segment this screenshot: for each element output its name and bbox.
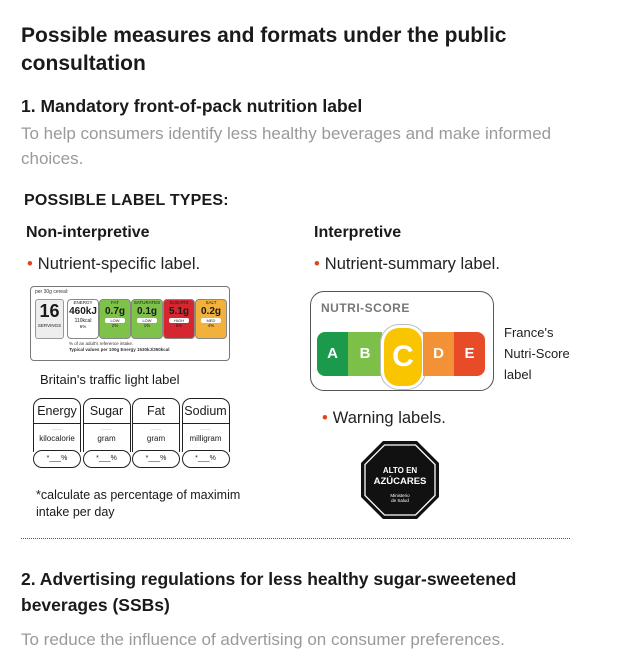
page-title: Possible measures and formats under the public consultation bbox=[21, 24, 507, 75]
servings-number: 16 bbox=[39, 301, 60, 321]
nutrition-label-footer bbox=[69, 341, 169, 353]
warning-octagon bbox=[360, 440, 440, 520]
nutrient-percent: 4% bbox=[207, 323, 215, 328]
nutrient-percent: 2% bbox=[111, 323, 119, 328]
nutrient-value: 0.1g bbox=[136, 306, 157, 317]
nutrient-box bbox=[99, 299, 131, 339]
nutrient-box bbox=[131, 299, 163, 339]
nutrition-footer-line-1: % of an adult's reference intake. bbox=[69, 341, 134, 346]
nutrient-percent: 6% bbox=[175, 323, 183, 328]
percentage-note: *calculate as percentage of maximim intake per day bbox=[36, 488, 241, 519]
nutrition-label-top-line: per 30g cereal: bbox=[35, 289, 69, 295]
nutrition-label bbox=[30, 286, 230, 361]
warning-line-1: ALTO EN bbox=[382, 466, 418, 475]
interpretive-heading: Interpretive bbox=[314, 224, 402, 241]
traffic-light-nutrient: Energy bbox=[33, 398, 81, 424]
traffic-light-percent: *___% bbox=[83, 450, 131, 468]
traffic-light-dash: -------- bbox=[150, 426, 162, 431]
warning-labels-bullet bbox=[322, 409, 446, 428]
nutrient-level: MED bbox=[201, 318, 221, 323]
octagon-icon bbox=[360, 440, 440, 520]
traffic-light-unit: kilocalorie bbox=[39, 434, 75, 443]
traffic-light-unit-cell bbox=[182, 424, 230, 452]
label-types-heading: POSSIBLE LABEL TYPES: bbox=[24, 192, 229, 209]
nutrient-title: ENERGY bbox=[73, 300, 93, 305]
nutrient-box bbox=[195, 299, 227, 339]
nutri-score-caption-line-3: label bbox=[504, 367, 532, 382]
nutrient-percent: 1% bbox=[143, 323, 151, 328]
nutrient-box bbox=[163, 299, 195, 339]
nutrient-summary-bullet bbox=[314, 255, 500, 274]
section-1-description: To help consumers identify less healthy beverages and make informed choices. bbox=[21, 124, 552, 168]
section-2-description: To reduce the influence of advertising on consumer preferences. bbox=[21, 630, 505, 649]
traffic-light-percent: *___% bbox=[33, 450, 81, 468]
traffic-light-percent: *___% bbox=[182, 450, 230, 468]
traffic-light-column bbox=[132, 398, 180, 468]
nutri-score-title: NUTRI-SCORE bbox=[321, 301, 410, 315]
section-1-heading: 1. Mandatory front-of-pack nutrition label bbox=[21, 96, 363, 116]
traffic-light-dash: -------- bbox=[200, 426, 211, 431]
nutri-score-caption-line-1: France's bbox=[504, 325, 554, 340]
nutrient-level: LOW bbox=[137, 318, 157, 323]
nutrient-title: SUGARS bbox=[169, 300, 189, 305]
bullet-dot-icon: • bbox=[27, 255, 33, 273]
traffic-light-unit-cell bbox=[132, 424, 180, 452]
bullet-dot-icon: • bbox=[322, 409, 328, 427]
traffic-light-unit-cell bbox=[33, 424, 81, 452]
traffic-light-column bbox=[83, 398, 131, 468]
nutri-score-grade: D bbox=[423, 332, 454, 376]
section-2-heading: 2. Advertising regulations for less healthy sugar-sweetened beverages (SSBs) bbox=[21, 569, 517, 615]
nutrient-title: SATURATES bbox=[133, 300, 161, 305]
traffic-light-percent: *___% bbox=[132, 450, 180, 468]
nutrition-footer-line-2: Typical values per 100g Energy 1530kJ/350kcal bbox=[69, 347, 170, 352]
section-divider bbox=[21, 538, 570, 539]
traffic-light-nutrient: Sodium bbox=[182, 398, 230, 424]
non-interpretive-heading: Non-interpretive bbox=[26, 224, 150, 241]
traffic-light-label bbox=[33, 398, 231, 470]
warning-line-3: Ministerio bbox=[390, 493, 410, 498]
bullet-text: Nutrient-specific label. bbox=[37, 255, 201, 273]
traffic-light-dash: -------- bbox=[51, 426, 63, 431]
bullet-text: Warning labels. bbox=[332, 409, 446, 427]
traffic-light-caption: Britain's traffic light label bbox=[40, 372, 180, 387]
nutri-score-label bbox=[310, 291, 494, 391]
nutrient-value: 0.2g bbox=[200, 306, 221, 317]
traffic-light-column bbox=[33, 398, 81, 468]
traffic-light-unit-cell bbox=[83, 424, 131, 452]
traffic-light-dash: -------- bbox=[101, 426, 112, 431]
nutri-score-grade: A bbox=[317, 332, 348, 376]
nutrient-value: 5.1g bbox=[168, 306, 189, 317]
nutrient-specific-bullet bbox=[27, 255, 200, 274]
nutrient-title: FAT bbox=[111, 300, 119, 305]
traffic-light-unit: gram bbox=[97, 434, 116, 443]
traffic-light-unit: gram bbox=[146, 434, 166, 443]
warning-line-2: AZÚCARES bbox=[373, 476, 427, 487]
nutrient-level: LOW bbox=[105, 318, 125, 323]
nutri-score-caption-line-2: Nutri-Score bbox=[504, 346, 570, 361]
traffic-light-column bbox=[182, 398, 230, 468]
nutri-score-grade: E bbox=[454, 332, 485, 376]
nutrient-box bbox=[67, 299, 99, 339]
nutri-score-grade: B bbox=[348, 332, 382, 376]
traffic-light-unit: milligram bbox=[189, 434, 222, 443]
nutrient-level: HIGH bbox=[169, 318, 189, 323]
warning-line-4: de Salud bbox=[391, 498, 409, 503]
traffic-light-nutrient: Fat bbox=[132, 398, 180, 424]
nutri-score-selected-grade: C bbox=[381, 325, 425, 389]
servings-box bbox=[35, 299, 64, 339]
bullet-dot-icon: • bbox=[314, 255, 320, 273]
nutrient-percent: 6% bbox=[79, 324, 87, 329]
nutrient-sub-value: 110kcal bbox=[74, 318, 92, 324]
bullet-text: Nutrient-summary label. bbox=[324, 255, 500, 273]
traffic-light-nutrient: Sugar bbox=[83, 398, 131, 424]
nutrient-value: 0.7g bbox=[104, 306, 125, 317]
nutrient-value: 460kJ bbox=[69, 306, 97, 317]
nutri-score-caption bbox=[504, 322, 570, 385]
servings-label: SERVINGS bbox=[37, 323, 62, 328]
nutrient-title: SALT bbox=[205, 300, 217, 305]
